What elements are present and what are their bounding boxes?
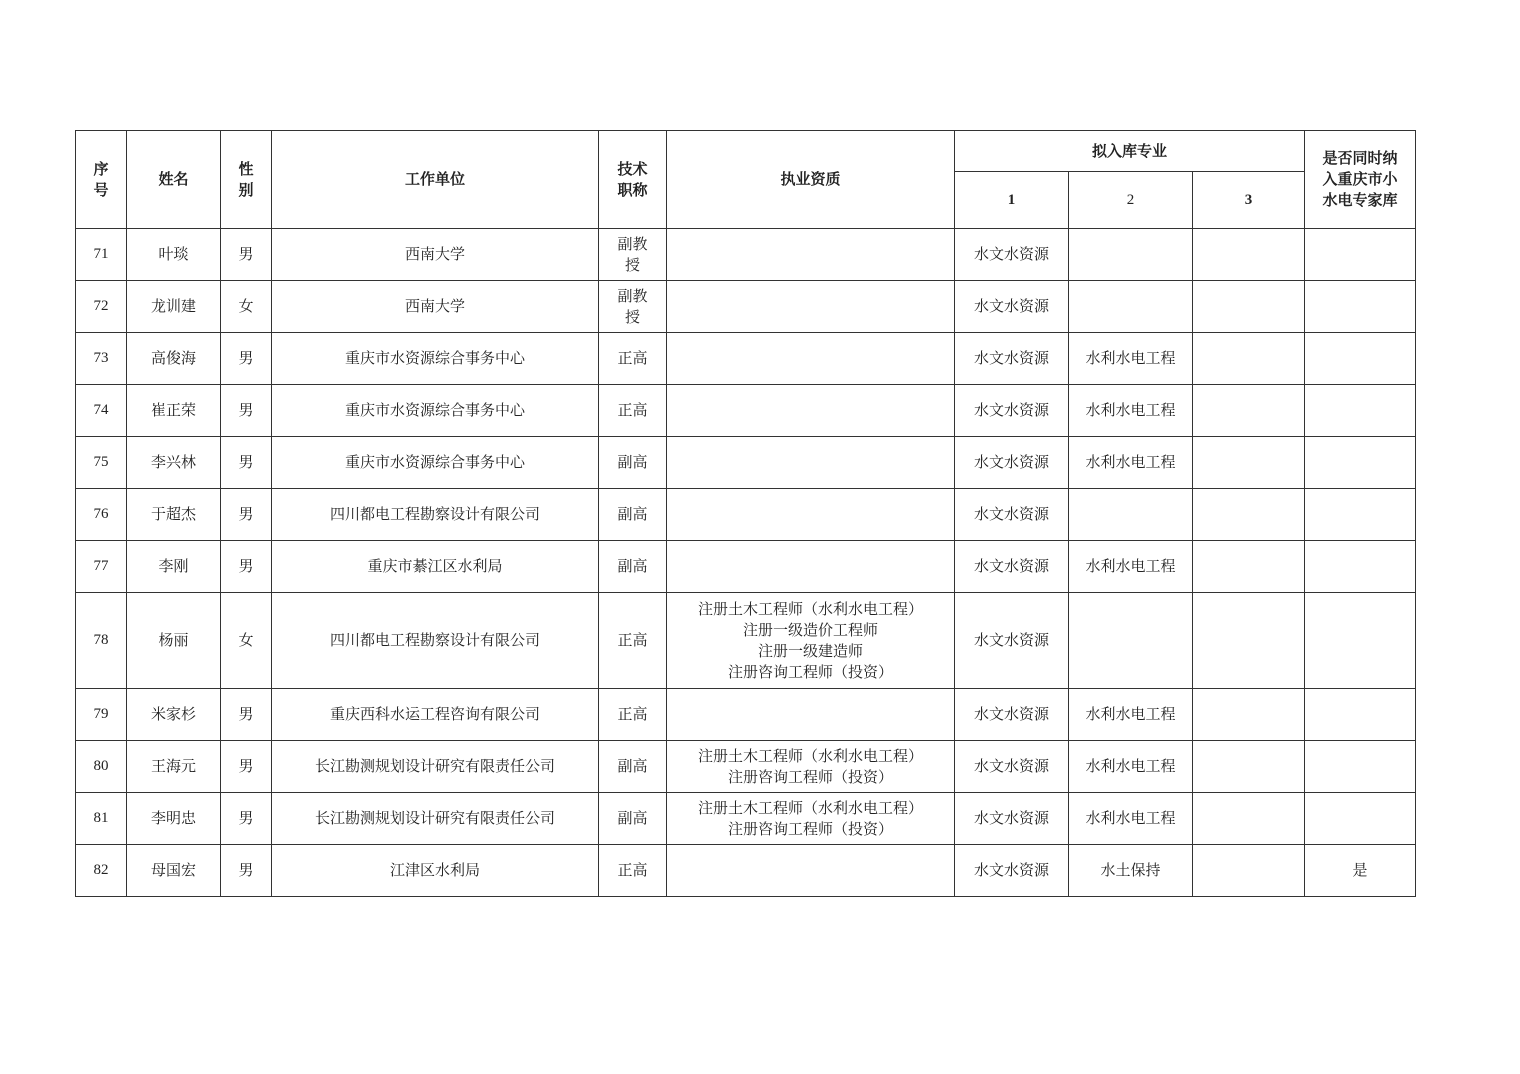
cell-gender: 男 (221, 793, 272, 845)
cell-major-3 (1193, 541, 1305, 593)
cell-major-3 (1193, 229, 1305, 281)
table-header (76, 131, 1416, 229)
cell-small-hydro (1305, 793, 1416, 845)
header-qualification: 执业资质 (667, 131, 955, 229)
qualification-line: 注册咨询工程师（投资） (727, 767, 893, 786)
cell-unit: 重庆市綦江区水利局 (272, 541, 599, 593)
cell-major-1: 水文水资源 (955, 541, 1069, 593)
cell-major-2 (1069, 489, 1193, 541)
cell-major-3 (1193, 741, 1305, 793)
cell-name: 李明忠 (127, 793, 221, 845)
cell-unit: 四川都电工程勘察设计有限公司 (272, 489, 599, 541)
cell-title (599, 489, 667, 541)
cell-major-2: 水土保持 (1069, 845, 1193, 897)
cell-gender: 男 (221, 229, 272, 281)
title-text: 副高 (617, 505, 648, 523)
cell-name: 崔正荣 (127, 385, 221, 437)
table-row (76, 741, 1416, 793)
cell-major-1: 水文水资源 (955, 741, 1069, 793)
cell-title (599, 437, 667, 489)
title-text: 副高 (617, 557, 648, 575)
cell-qualification (667, 333, 955, 385)
header-majors-group: 拟入库专业 (955, 131, 1305, 172)
table-row (76, 593, 1416, 689)
title-text: 副教授 (617, 234, 648, 274)
table-row (76, 333, 1416, 385)
cell-seq: 73 (76, 333, 127, 385)
title-text: 正高 (617, 349, 648, 367)
header-unit: 工作单位 (272, 131, 599, 229)
header-title: 技术职称 (599, 131, 667, 229)
cell-qualification (667, 385, 955, 437)
cell-major-1: 水文水资源 (955, 385, 1069, 437)
cell-unit: 江津区水利局 (272, 845, 599, 897)
cell-major-1: 水文水资源 (955, 689, 1069, 741)
title-text: 副高 (617, 757, 648, 775)
cell-qualification (667, 593, 955, 689)
cell-major-1: 水文水资源 (955, 333, 1069, 385)
cell-title (599, 793, 667, 845)
cell-qualification (667, 489, 955, 541)
cell-gender: 女 (221, 281, 272, 333)
cell-qualification (667, 689, 955, 741)
cell-seq: 77 (76, 541, 127, 593)
cell-seq: 82 (76, 845, 127, 897)
cell-unit: 西南大学 (272, 229, 599, 281)
cell-seq: 80 (76, 741, 127, 793)
cell-major-3 (1193, 281, 1305, 333)
table-row (76, 541, 1416, 593)
cell-major-3 (1193, 385, 1305, 437)
cell-major-1: 水文水资源 (955, 437, 1069, 489)
table-row (76, 385, 1416, 437)
cell-title (599, 541, 667, 593)
qualification-line: 注册土木工程师（水利水电工程） (697, 599, 923, 618)
cell-major-2 (1069, 593, 1193, 689)
cell-gender: 男 (221, 845, 272, 897)
cell-major-2: 水利水电工程 (1069, 385, 1193, 437)
cell-seq: 71 (76, 229, 127, 281)
cell-small-hydro: 是 (1305, 845, 1416, 897)
qualification-line: 注册土木工程师（水利水电工程） (697, 746, 923, 765)
cell-unit: 重庆市水资源综合事务中心 (272, 385, 599, 437)
cell-qualification (667, 793, 955, 845)
cell-unit: 长江勘测规划设计研究有限责任公司 (272, 741, 599, 793)
cell-small-hydro (1305, 593, 1416, 689)
cell-qualification (667, 229, 955, 281)
cell-name: 母国宏 (127, 845, 221, 897)
cell-name: 李刚 (127, 541, 221, 593)
cell-qualification (667, 281, 955, 333)
cell-major-2 (1069, 281, 1193, 333)
cell-small-hydro (1305, 229, 1416, 281)
cell-gender: 男 (221, 333, 272, 385)
table-row (76, 229, 1416, 281)
title-text: 正高 (617, 705, 648, 723)
cell-small-hydro (1305, 689, 1416, 741)
cell-title (599, 689, 667, 741)
cell-small-hydro (1305, 437, 1416, 489)
cell-unit: 重庆市水资源综合事务中心 (272, 437, 599, 489)
cell-title (599, 593, 667, 689)
cell-qualification (667, 741, 955, 793)
cell-name: 王海元 (127, 741, 221, 793)
cell-unit: 西南大学 (272, 281, 599, 333)
cell-major-2: 水利水电工程 (1069, 741, 1193, 793)
cell-title (599, 845, 667, 897)
header-name: 姓名 (127, 131, 221, 229)
cell-name: 李兴林 (127, 437, 221, 489)
cell-major-3 (1193, 437, 1305, 489)
cell-gender: 男 (221, 741, 272, 793)
cell-major-1: 水文水资源 (955, 281, 1069, 333)
cell-gender: 男 (221, 489, 272, 541)
cell-small-hydro (1305, 281, 1416, 333)
cell-seq: 79 (76, 689, 127, 741)
header-seq: 序号 (76, 131, 127, 229)
cell-seq: 81 (76, 793, 127, 845)
cell-major-3 (1193, 489, 1305, 541)
title-text: 副高 (617, 809, 648, 827)
cell-major-1: 水文水资源 (955, 489, 1069, 541)
cell-major-2: 水利水电工程 (1069, 333, 1193, 385)
qualification-line: 注册咨询工程师（投资） (727, 662, 893, 681)
cell-major-1: 水文水资源 (955, 845, 1069, 897)
cell-name: 米家杉 (127, 689, 221, 741)
table-body (76, 229, 1416, 897)
header-major-1: 1 (955, 172, 1069, 229)
cell-title (599, 741, 667, 793)
cell-unit: 四川都电工程勘察设计有限公司 (272, 593, 599, 689)
title-text: 正高 (617, 861, 648, 879)
cell-unit: 重庆西科水运工程咨询有限公司 (272, 689, 599, 741)
cell-small-hydro (1305, 741, 1416, 793)
cell-small-hydro (1305, 385, 1416, 437)
cell-gender: 男 (221, 689, 272, 741)
cell-qualification (667, 541, 955, 593)
cell-name: 龙训建 (127, 281, 221, 333)
qualification-line: 注册土木工程师（水利水电工程） (697, 798, 923, 817)
qualification-line: 注册一级建造师 (757, 641, 863, 660)
cell-unit: 重庆市水资源综合事务中心 (272, 333, 599, 385)
cell-major-3 (1193, 333, 1305, 385)
expert-table (75, 130, 1416, 897)
cell-major-2 (1069, 229, 1193, 281)
cell-name: 杨丽 (127, 593, 221, 689)
header-major-3: 3 (1193, 172, 1305, 229)
title-text: 副高 (617, 453, 648, 471)
cell-unit: 长江勘测规划设计研究有限责任公司 (272, 793, 599, 845)
header-major-2: 2 (1069, 172, 1193, 229)
cell-gender: 男 (221, 385, 272, 437)
cell-seq: 72 (76, 281, 127, 333)
table-row (76, 793, 1416, 845)
cell-major-3 (1193, 793, 1305, 845)
qualification-line: 注册咨询工程师（投资） (727, 819, 893, 838)
cell-major-2: 水利水电工程 (1069, 793, 1193, 845)
cell-seq: 74 (76, 385, 127, 437)
cell-title (599, 385, 667, 437)
qualification-line: 注册一级造价工程师 (742, 620, 878, 639)
cell-major-3 (1193, 689, 1305, 741)
cell-seq: 75 (76, 437, 127, 489)
title-text: 正高 (617, 631, 648, 649)
cell-small-hydro (1305, 489, 1416, 541)
table-row (76, 281, 1416, 333)
cell-major-1: 水文水资源 (955, 229, 1069, 281)
cell-gender: 男 (221, 541, 272, 593)
cell-major-3 (1193, 845, 1305, 897)
title-text: 副教授 (617, 286, 648, 326)
cell-gender: 女 (221, 593, 272, 689)
cell-major-1: 水文水资源 (955, 793, 1069, 845)
cell-small-hydro (1305, 541, 1416, 593)
cell-name: 高俊海 (127, 333, 221, 385)
table-row (76, 689, 1416, 741)
cell-seq: 78 (76, 593, 127, 689)
cell-major-1: 水文水资源 (955, 593, 1069, 689)
cell-major-2: 水利水电工程 (1069, 541, 1193, 593)
cell-name: 于超杰 (127, 489, 221, 541)
cell-title (599, 333, 667, 385)
cell-qualification (667, 845, 955, 897)
cell-gender: 男 (221, 437, 272, 489)
table-row (76, 437, 1416, 489)
cell-small-hydro (1305, 333, 1416, 385)
header-small-hydro: 是否同时纳入重庆市小水电专家库 (1305, 131, 1416, 229)
cell-title (599, 281, 667, 333)
cell-major-2: 水利水电工程 (1069, 437, 1193, 489)
table-row (76, 845, 1416, 897)
cell-qualification (667, 437, 955, 489)
cell-seq: 76 (76, 489, 127, 541)
cell-title (599, 229, 667, 281)
cell-name: 叶琰 (127, 229, 221, 281)
cell-major-3 (1193, 593, 1305, 689)
table-row (76, 489, 1416, 541)
header-gender: 性别 (221, 131, 272, 229)
cell-major-2: 水利水电工程 (1069, 689, 1193, 741)
title-text: 正高 (617, 401, 648, 419)
